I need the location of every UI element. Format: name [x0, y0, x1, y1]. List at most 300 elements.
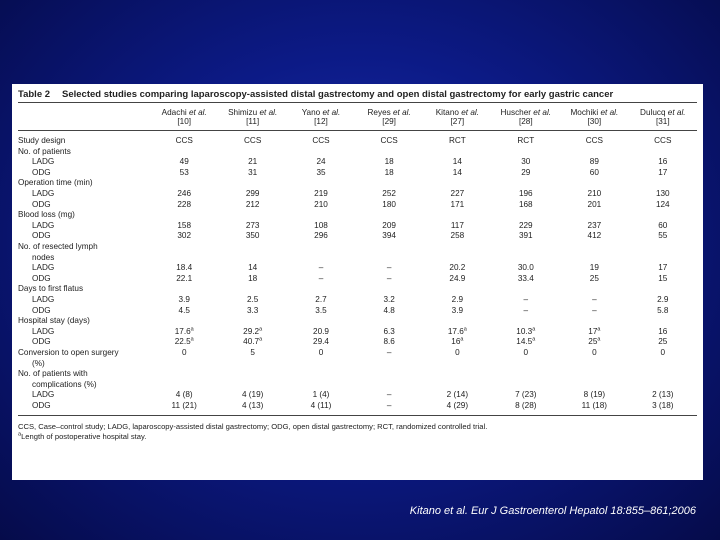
table-cell: 24	[316, 157, 326, 167]
table-cell: 394	[382, 231, 396, 241]
table-cell	[218, 178, 287, 189]
table-cell	[491, 368, 560, 379]
column-reference: [12]	[314, 117, 328, 127]
column-author-name: Reyes	[367, 108, 393, 117]
table-cell: 24.9	[449, 273, 466, 283]
table-cell: 18	[384, 157, 394, 167]
column-et-al: et al.	[322, 108, 341, 117]
table-cell: 273	[245, 220, 260, 230]
table-cell	[218, 252, 287, 263]
table-cell	[629, 358, 697, 369]
column-author	[560, 108, 628, 117]
table-cell: 8 (28)	[515, 400, 537, 410]
row-label: ODG	[32, 400, 51, 410]
row-label: LADG	[32, 189, 55, 199]
column-et-al: et al.	[188, 108, 207, 117]
table-cell: 227	[450, 189, 465, 199]
table-cell: 302	[177, 231, 192, 241]
table-cell	[423, 316, 491, 327]
table-cell	[218, 358, 287, 369]
table-cell: 3.5	[315, 305, 327, 315]
table-cell	[629, 210, 697, 221]
table-row	[18, 178, 697, 189]
table-cell	[629, 178, 697, 189]
cell-footnote-mark: a	[190, 326, 194, 333]
table-cell: 40.7$^a$	[243, 336, 263, 347]
table-cell	[629, 379, 697, 390]
table-cell	[491, 252, 560, 263]
table-cell: 5.8	[657, 305, 669, 315]
table-cell	[423, 252, 491, 263]
table-cell: 258	[450, 231, 465, 241]
table-cell: 117	[450, 220, 464, 230]
table-title-row	[18, 88, 697, 103]
table-cell	[150, 368, 218, 379]
table-cell: –	[386, 400, 392, 410]
column-et-al: et al.	[533, 108, 552, 117]
row-label: ODG	[32, 167, 51, 177]
table-cell: 60	[658, 220, 668, 230]
table-cell: 296	[314, 231, 328, 241]
column-et-al: et al.	[259, 108, 278, 117]
footnote-a-text: Length of postoperative hospital stay.	[21, 431, 147, 441]
table-cell	[150, 210, 218, 221]
table-cell	[355, 241, 423, 252]
table-cell	[560, 178, 628, 189]
table-cell: 2.9	[657, 295, 669, 304]
table-cell: 252	[382, 189, 396, 199]
table-footnotes	[18, 415, 697, 442]
table-cell: 196	[518, 189, 533, 199]
column-header	[355, 103, 423, 131]
column-author	[629, 108, 697, 117]
table-cell: 210	[587, 189, 602, 199]
column-header	[287, 103, 355, 131]
table-cell: 16	[658, 157, 668, 167]
table-row	[18, 131, 697, 146]
table-cell: 17	[658, 167, 668, 177]
column-reference: [27]	[450, 117, 465, 127]
table-cell: 212	[245, 199, 260, 209]
table-cell: 4 (8)	[175, 390, 193, 400]
table-cell: 22.1	[176, 273, 193, 283]
cell-footnote-mark: a	[597, 326, 601, 333]
table-cell: 1 (4)	[312, 390, 330, 400]
table-cell: 17$^a$	[588, 326, 601, 336]
table-cell: RCT	[517, 136, 535, 146]
column-author	[355, 108, 423, 117]
cell-footnote-mark: a	[597, 336, 601, 343]
table-cell	[218, 210, 287, 221]
table-cell: 3.2	[383, 295, 395, 304]
table-cell	[629, 146, 697, 157]
table-cell: 2.9	[451, 295, 464, 304]
table-cell: 130	[655, 189, 670, 199]
table-cell: 0	[523, 347, 529, 357]
table-cell	[150, 379, 218, 390]
table-cell	[287, 368, 355, 379]
table-row	[18, 284, 697, 295]
table-cell: 17.6$^a$	[447, 326, 467, 336]
table-cell: 31	[248, 167, 258, 177]
table-cell	[150, 241, 218, 252]
column-author-name: Shimizu	[228, 108, 260, 117]
cell-footnote-mark: a	[190, 336, 194, 343]
table-cell: 391	[518, 231, 533, 241]
table-cell	[491, 241, 560, 252]
row-label: LADG	[32, 263, 55, 273]
table-cell: 19	[589, 263, 599, 273]
table-row	[18, 337, 697, 348]
table-cell	[218, 146, 287, 157]
table-cell: 14	[248, 263, 258, 273]
table-cell: CCS	[585, 136, 603, 146]
table-number: Table 2	[18, 89, 51, 100]
row-label: (%)	[32, 358, 45, 368]
table-cell: 4 (11)	[310, 400, 332, 410]
table-cell: 25	[589, 273, 599, 283]
footnote-abbreviations: CCS, Case–control study; LADG, laparoscopy-assisted distal gastrectomy; ODG, open distal gastrectomy; RCT, randomized controlled trial.	[18, 421, 488, 431]
column-author-name: Yano	[301, 108, 323, 117]
table-cell: –	[386, 263, 392, 273]
table-cell: –	[386, 273, 392, 283]
table-cell	[150, 146, 218, 157]
table-cell: 7 (23)	[515, 390, 537, 400]
column-author	[218, 108, 287, 117]
studies-table	[18, 103, 697, 415]
table-cell: 229	[518, 220, 533, 230]
row-label: Conversion to open surgery	[18, 347, 119, 357]
column-header	[629, 103, 697, 131]
table-cell	[287, 358, 355, 369]
table-cell	[218, 241, 287, 252]
column-reference: [29]	[382, 117, 396, 127]
table-cell: 246	[177, 189, 192, 199]
table-row	[18, 146, 697, 157]
column-header	[560, 103, 628, 131]
table-cell	[560, 368, 628, 379]
table-cell: 35	[316, 167, 326, 177]
table-row	[18, 167, 697, 178]
column-author-name: Adachi	[161, 108, 189, 117]
table-cell: 21	[248, 157, 258, 167]
table-cell	[560, 379, 628, 390]
table-cell: 124	[655, 199, 670, 209]
row-label: LADG	[32, 220, 55, 230]
column-reference: [10]	[177, 117, 192, 127]
row-label: No. of patients with	[18, 369, 88, 379]
column-header	[491, 103, 560, 131]
table-cell	[423, 241, 491, 252]
row-label: Study design	[18, 136, 66, 146]
column-author-name: Mochiki	[570, 108, 601, 117]
table-cell	[150, 178, 218, 189]
column-author-name: Dulucq	[640, 108, 668, 117]
row-label: ODG	[32, 337, 51, 347]
table-cell: 29.2$^a$	[243, 326, 263, 336]
table-cell: 3.9	[178, 295, 190, 304]
table-cell: CCS	[380, 136, 398, 146]
table-cell	[491, 284, 560, 295]
table-cell	[629, 252, 697, 263]
table-cell: 18	[384, 167, 394, 177]
table-cell: 25	[658, 337, 668, 347]
table-cell: 3.3	[246, 305, 259, 315]
table-cell: CCS	[244, 136, 262, 146]
header-blank	[18, 103, 150, 131]
table-cell: 33.4	[517, 273, 534, 283]
table-row	[18, 273, 697, 284]
table-cell: 4 (19)	[241, 390, 264, 400]
table-cell: 53	[179, 167, 189, 177]
table-cell	[560, 210, 628, 221]
table-cell	[423, 368, 491, 379]
table-body	[18, 131, 697, 415]
table-cell	[560, 241, 628, 252]
table-cell: 17.6$^a$	[174, 326, 194, 336]
table-cell: –	[318, 263, 324, 273]
table-row	[18, 400, 697, 415]
row-label: Blood loss (mg)	[18, 210, 75, 220]
column-header	[150, 103, 218, 131]
table-cell	[287, 210, 355, 221]
column-et-al: et al.	[461, 108, 479, 117]
table-row	[18, 188, 697, 199]
table-cell	[218, 368, 287, 379]
table-cell: –	[386, 390, 392, 400]
row-label: ODG	[32, 199, 51, 209]
row-label: No. of patients	[18, 146, 71, 156]
table-row	[18, 231, 697, 242]
table-cell	[287, 316, 355, 327]
column-et-al: et al.	[393, 108, 411, 117]
cell-footnote-mark: a	[460, 336, 464, 343]
table-cell: 20.2	[449, 263, 466, 273]
column-author-name: Huscher	[500, 108, 534, 117]
table-row	[18, 294, 697, 305]
cell-footnote-mark: a	[259, 336, 263, 343]
cell-footnote-mark: a	[532, 326, 536, 333]
table-cell	[355, 358, 423, 369]
cell-footnote-mark: a	[259, 326, 263, 333]
cell-footnote-mark: a	[463, 326, 467, 333]
table-cell	[560, 358, 628, 369]
table-cell	[629, 241, 697, 252]
column-header	[423, 103, 491, 131]
table-cell	[355, 316, 423, 327]
table-cell	[287, 241, 355, 252]
table-cell	[287, 252, 355, 263]
table-cell	[287, 379, 355, 390]
table-cell: CCS	[654, 136, 672, 146]
table-cell: 89	[589, 157, 599, 167]
table-row	[18, 305, 697, 316]
table-cell	[423, 284, 491, 295]
table-cell: 15	[658, 273, 668, 283]
table-cell	[355, 368, 423, 379]
table-cell: 18	[248, 273, 258, 283]
table-cell: 0	[318, 347, 324, 357]
table-title: Selected studies comparing laparoscopy-assisted distal gastrectomy and open distal gastrectomy for early gastric cancer	[62, 89, 614, 100]
column-author-name: Kitano	[435, 108, 462, 117]
row-label: ODG	[32, 273, 51, 283]
table-row	[18, 252, 697, 263]
table-cell: 4.8	[383, 305, 395, 315]
table-cell: 17	[658, 263, 668, 273]
table-cell	[629, 368, 697, 379]
table-cell: 4 (13)	[241, 400, 264, 410]
table-cell	[287, 178, 355, 189]
table-header-row	[18, 103, 697, 131]
table-cell: 5	[250, 347, 255, 357]
table-cell: 237	[587, 220, 602, 230]
table-cell	[491, 178, 560, 189]
table-cell: 16	[658, 326, 668, 336]
table-cell	[491, 358, 560, 369]
column-reference: [28]	[518, 117, 533, 127]
table-cell	[423, 379, 491, 390]
table-cell: 210	[314, 199, 328, 209]
table-cell: 171	[450, 199, 465, 209]
column-author	[150, 108, 218, 117]
table-cell: 168	[518, 199, 533, 209]
table-cell: 412	[587, 231, 602, 241]
table-cell: 4.5	[178, 305, 190, 315]
column-reference: [31]	[655, 117, 670, 127]
table-cell	[355, 379, 423, 390]
table-cell: 11 (21)	[171, 400, 197, 410]
cell-footnote-mark: a	[532, 336, 536, 343]
table-cell: 18.4	[176, 263, 193, 273]
table-cell: 29	[521, 167, 531, 177]
table-cell: 30	[521, 157, 531, 167]
column-author	[423, 108, 491, 117]
table-row	[18, 390, 697, 401]
table-cell	[560, 316, 628, 327]
table-cell: 158	[177, 220, 192, 230]
row-label: No. of resected lymph	[18, 242, 98, 252]
row-label: nodes	[32, 252, 55, 262]
table-cell: 2.7	[315, 295, 327, 304]
table-cell: 55	[658, 231, 668, 241]
table-cell	[560, 284, 628, 295]
table-cell: 2 (13)	[652, 390, 674, 400]
table-cell	[491, 316, 560, 327]
table-cell	[355, 210, 423, 221]
table-cell: RCT	[448, 136, 466, 146]
table-cell	[491, 210, 560, 221]
column-et-al: et al.	[667, 108, 686, 117]
table-cell: 0	[660, 347, 666, 357]
table-cell: 14	[452, 157, 462, 167]
table-cell	[355, 178, 423, 189]
citation: Kitano et al. Eur J Gastroenterol Hepatol 18:855–861;2006	[409, 505, 696, 517]
table-cell: 219	[314, 189, 328, 199]
table-cell: 49	[179, 157, 189, 167]
table-cell: 3.9	[451, 305, 464, 315]
table-cell	[560, 252, 628, 263]
row-label: ODG	[32, 231, 51, 241]
table-document	[12, 84, 703, 480]
table-cell	[423, 210, 491, 221]
table-cell: 180	[382, 199, 396, 209]
table-cell: 6.3	[383, 326, 395, 336]
table-row	[18, 241, 697, 252]
table-cell	[629, 316, 697, 327]
table-cell	[355, 252, 423, 263]
table-cell: CCS	[312, 136, 330, 146]
table-cell	[218, 316, 287, 327]
table-cell	[355, 146, 423, 157]
table-row	[18, 199, 697, 210]
table-row	[18, 368, 697, 379]
table-cell	[629, 284, 697, 295]
table-cell	[218, 284, 287, 295]
table-cell: –	[592, 305, 597, 315]
table-cell: 201	[587, 199, 602, 209]
table-cell: 30.0	[517, 263, 534, 273]
table-cell: 22.5$^a$	[174, 336, 194, 347]
table-cell: 0	[455, 347, 460, 357]
table-cell: 14.5$^a$	[516, 336, 536, 347]
table-cell: 29.4	[313, 337, 329, 347]
row-label: complications (%)	[32, 379, 97, 389]
table-cell: 209	[382, 220, 396, 230]
table-cell	[150, 358, 218, 369]
column-author	[491, 108, 560, 117]
column-reference: [30]	[587, 117, 602, 127]
table-cell	[491, 146, 560, 157]
table-cell: 14	[452, 167, 462, 177]
table-row	[18, 316, 697, 327]
column-header	[218, 103, 287, 131]
row-label: Days to first flatus	[18, 284, 84, 294]
table-cell: 299	[245, 189, 260, 199]
table-cell: –	[318, 273, 324, 283]
column-reference: [11]	[246, 117, 260, 127]
row-label: ODG	[32, 305, 51, 315]
table-row	[18, 358, 697, 369]
row-label: Operation time (min)	[18, 178, 93, 188]
table-cell: 10.3$^a$	[516, 326, 536, 336]
table-cell	[560, 146, 628, 157]
table-cell: 25$^a$	[588, 336, 601, 347]
table-cell	[423, 146, 491, 157]
footnote-a-mark: a	[18, 431, 22, 438]
table-cell: 108	[314, 220, 328, 230]
table-row	[18, 220, 697, 231]
row-label: LADG	[32, 390, 55, 400]
table-cell: 0	[181, 347, 187, 357]
table-row	[18, 326, 697, 337]
table-row	[18, 157, 697, 168]
table-cell: 8 (19)	[583, 390, 606, 400]
table-cell: –	[523, 295, 529, 304]
table-cell: 8.6	[383, 337, 395, 347]
table-cell	[355, 284, 423, 295]
table-cell: 3 (18)	[652, 400, 674, 410]
table-cell: 350	[245, 231, 260, 241]
column-author	[287, 108, 355, 117]
table-cell	[491, 379, 560, 390]
column-et-al: et al.	[600, 108, 619, 117]
table-cell: 228	[177, 199, 192, 209]
table-cell	[218, 379, 287, 390]
table-cell: 16$^a$	[451, 336, 464, 347]
row-label: LADG	[32, 157, 55, 167]
table-row	[18, 379, 697, 390]
row-label: LADG	[32, 326, 55, 336]
